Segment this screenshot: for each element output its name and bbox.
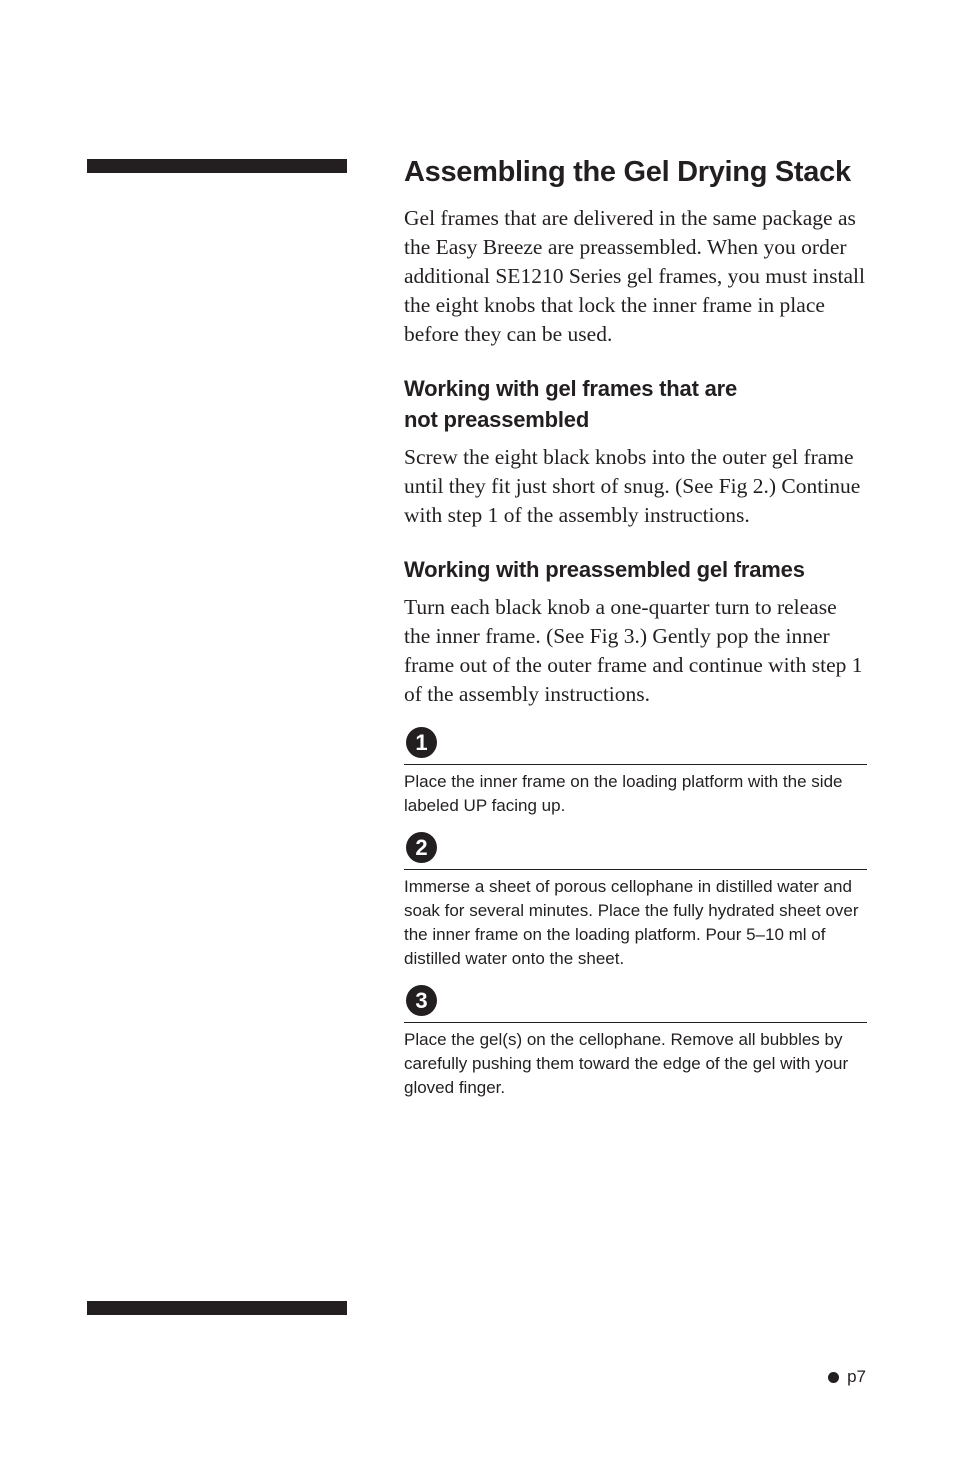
section-heading-line: Working with gel frames that are: [404, 376, 738, 401]
intro-paragraph: Gel frames that are delivered in the same package as the Easy Breeze are preassembled. When you order additional SE1210 Series gel frames, you must install the eight knobs that lock the inner frame in place before they can be used.: [404, 206, 865, 346]
step-3: [404, 985, 867, 1100]
step-divider: [404, 1022, 867, 1023]
step-1: [404, 727, 867, 818]
step-text: Place the inner frame on the loading platform with the side labeled UP facing up.: [404, 772, 843, 815]
section-heading-line: not preassembled: [404, 407, 590, 432]
page-title: Assembling the Gel Drying Stack: [404, 156, 851, 188]
step-2: [404, 832, 867, 971]
section-body-preassembled: Turn each black knob a one-quarter turn to release the inner frame. (See Fig 3.) Gently pop the inner frame out of the outer frame and continue with step 1 of the assembly instructions.: [404, 595, 863, 706]
section-body-not-preassembled: Screw the eight black knobs into the outer gel frame until they fit just short of snug. (See Fig 2.) Continue with step 1 of the assembly instructions.: [404, 445, 861, 527]
step-number-badge: 3: [406, 985, 437, 1016]
bullet-icon: [828, 1372, 839, 1383]
step-divider: [404, 869, 867, 870]
section-heading-preassembled: Working with preassembled gel frames: [404, 557, 805, 582]
step-number-badge: 1: [406, 727, 437, 758]
main-content: [404, 152, 867, 1114]
step-text: Place the gel(s) on the cellophane. Remove all bubbles by carefully pushing them toward the edge of the gel with your gloved finger.: [404, 1030, 849, 1097]
page-number-label: p7: [847, 1367, 866, 1386]
section-heading-not-preassembled: [404, 373, 867, 435]
bottom-margin-bar: [87, 1301, 347, 1315]
step-divider: [404, 764, 867, 765]
top-margin-bar: [87, 159, 347, 173]
step-text: Immerse a sheet of porous cellophane in distilled water and soak for several minutes. Place the fully hydrated sheet over the inner frame on the loading platform. Pour 5–10 ml of distilled water onto the sheet.: [404, 877, 859, 968]
step-number-badge: 2: [406, 832, 437, 863]
page-number: [828, 1367, 866, 1387]
